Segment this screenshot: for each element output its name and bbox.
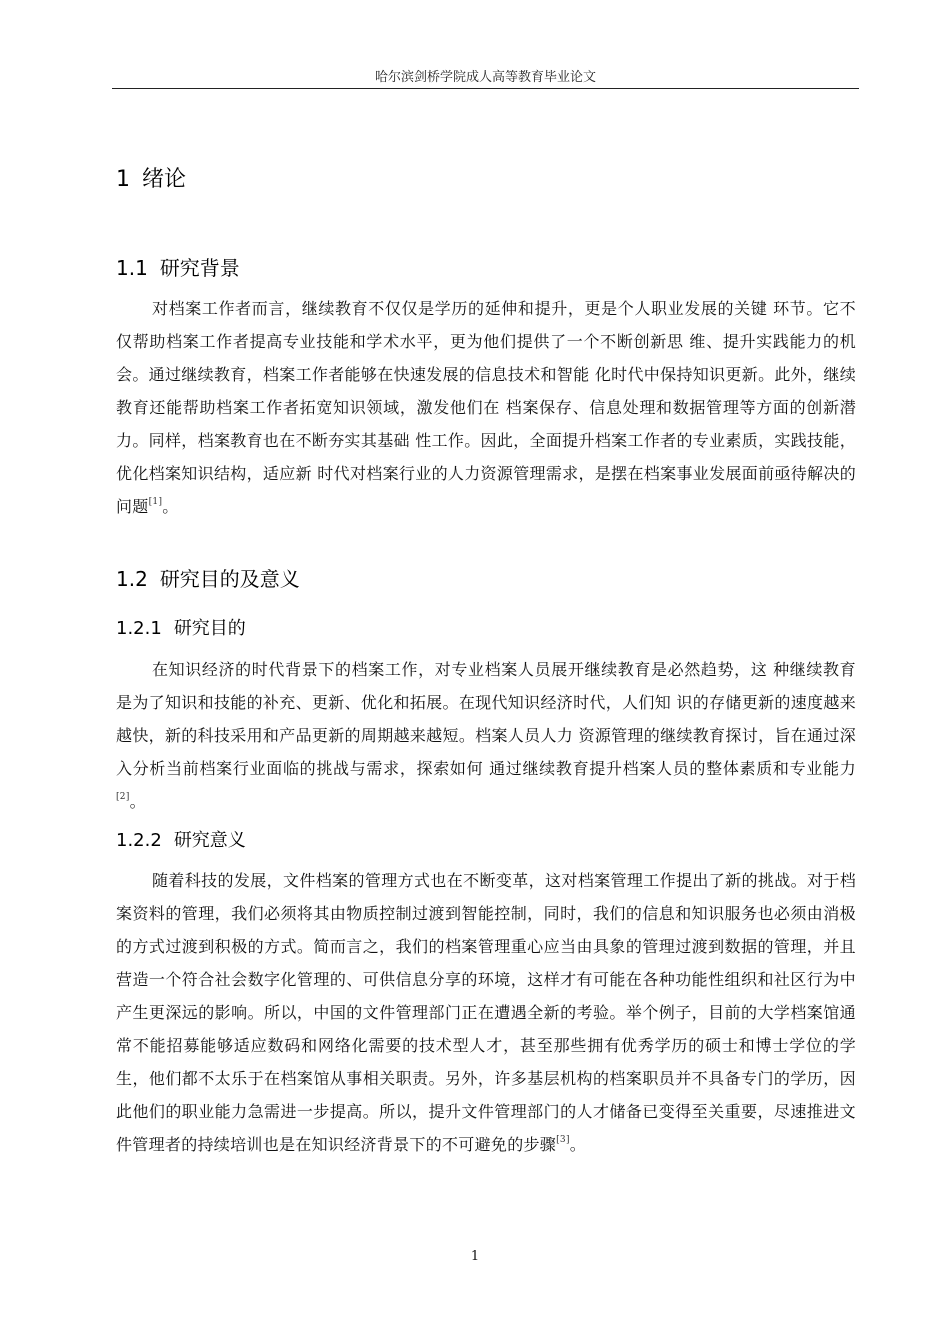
subsection-heading-1-2-1 <box>116 614 246 640</box>
running-header: 哈尔滨剑桥学院成人高等教育毕业论文 <box>374 70 596 85</box>
section-number: 1.1 <box>116 256 148 280</box>
paragraph-text: 随着科技的发展，文件档案的管理方式也在不断变革，这对档案管理工作提出了新的挑战。对于档案资料的管理，我们必须将其由物质控制过渡到智能控制，同时，我们的信息和知识服务也必须由消极的方式过渡到积极的方式。简而言之，我们的档案管理重心应当由具象的管理过渡到数据的管理，并且营造一个符合社会数字化管理的、可供信息分享的环境，这样才有可能在各种功能性组织和社区行为中产生更深远的影响。所以，中国的文件管理部门正在遭遇全新的考验。举个例子，目前的大学档案馆通常不能招募能够适应数码和网络化需要的技术型人才，甚至那些拥有优秀学历的硕士和博士学位的学生，他们都不太乐于在档案馆从事相关职责。另外，许多基层机构的档案职员并不具备专门的学历，因此他们的职业能力急需进一步提高。所以，提升文件管理部门的人才储备已变得至关重要，尽速推进文件管理者的持续培训也是在知识经济背景下的不可避免的步骤 <box>116 871 856 1154</box>
paragraph-text: 在知识经济的时代背景下的档案工作，对专业档案人员展开继续教育是必然趋势，这 种继续教育是为了知识和技能的补充、更新、优化和拓展。在现代知识经济时代，人们知 识的存储更新的速度越来越快，新的科技采用和产品更新的周期越来越短。档案人员人力 资源管理的继续教育探讨，旨在通过深入分析当前档案行业面临的挑战与需求，探索如何 通过继续教育提升档案人员的整体素质和专业能力 <box>116 660 856 778</box>
page-number: 1 <box>470 1249 480 1264</box>
subsection-title: 研究目的 <box>173 618 246 639</box>
section-title: 研究背景 <box>159 256 240 280</box>
section-title: 研究目的及意义 <box>159 567 300 591</box>
subsection-heading-1-2-2 <box>116 826 246 852</box>
citation-ref: [2] <box>116 792 130 802</box>
section-number: 1.2 <box>116 567 148 591</box>
paragraph-end: 。 <box>569 1135 587 1154</box>
section-heading-1-2 <box>116 563 300 592</box>
chapter-heading <box>116 162 186 193</box>
paragraph-end: 。 <box>162 497 179 516</box>
header-rule <box>112 88 859 89</box>
citation-ref: [1] <box>148 497 163 507</box>
chapter-title: 绪论 <box>142 167 187 192</box>
subsection-number: 1.2.1 <box>116 618 162 639</box>
paragraph-research-significance <box>116 864 856 1161</box>
subsection-title: 研究意义 <box>173 830 246 851</box>
paragraph-research-background <box>116 292 856 523</box>
paragraph-end: 。 <box>129 792 146 811</box>
paragraph-research-purpose <box>116 653 856 818</box>
subsection-number: 1.2.2 <box>116 830 162 851</box>
citation-ref: [3] <box>556 1135 570 1145</box>
paragraph-text: 对档案工作者而言，继续教育不仅仅是学历的延伸和提升，更是个人职业发展的关键 环节。它不仅帮助档案工作者提高专业技能和学术水平，更为他们提供了一个不断创新思 维、提升实践能力的机会。通过继续教育，档案工作者能够在快速发展的信息技术和智能 化时代中保持知识更新。此外，继续教育还能帮助档案工作者拓宽知识领域，激发他们在 档案保存、信息处理和数据管理等方面的创新潜力。同样，档案教育也在不断夯实其基础 性工作。因此，全面提升档案工作者的专业素质，实践技能，优化档案知识结构，适应新 时代对档案行业的人力资源管理需求，是摆在档案事业发展面前亟待解决的问题 <box>116 299 856 516</box>
section-heading-1-1 <box>116 252 240 281</box>
chapter-number: 1 <box>116 167 130 192</box>
